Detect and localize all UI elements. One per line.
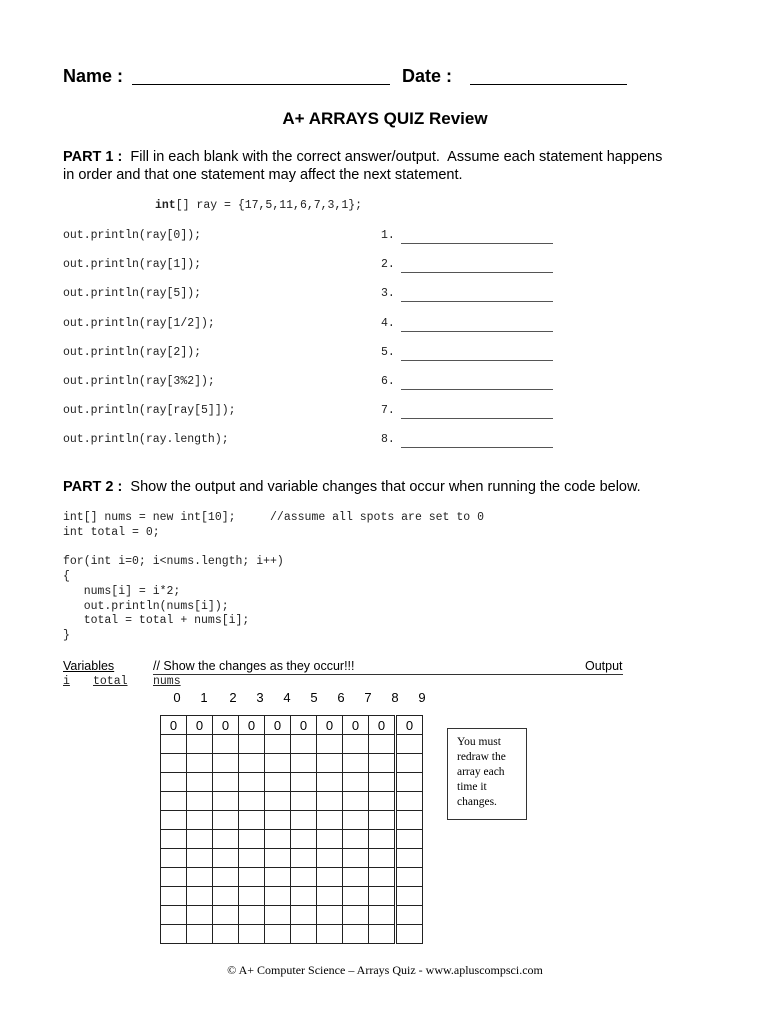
grid-cell[interactable] [317, 925, 343, 944]
question-number: 3. [381, 287, 395, 301]
note-line: time it [457, 781, 487, 793]
question-number: 5. [381, 345, 395, 359]
grid-cell[interactable] [396, 849, 423, 868]
grid-cell[interactable] [213, 849, 239, 868]
grid-cell[interactable] [396, 792, 423, 811]
grid-cell[interactable] [161, 792, 187, 811]
grid-cell[interactable] [343, 773, 369, 792]
index-label: 4 [283, 690, 291, 705]
grid-cell[interactable] [239, 830, 265, 849]
grid-cell[interactable] [291, 754, 317, 773]
grid-cell[interactable] [265, 773, 291, 792]
changes-label: // Show the changes as they occur!!! [153, 659, 355, 673]
declaration-rest: [] ray = {17,5,11,6,7,3,1}; [175, 199, 363, 212]
grid-cell[interactable] [317, 773, 343, 792]
question-code: out.println(ray[ray[5]]); [63, 404, 236, 418]
var-i: i [63, 675, 70, 688]
redraw-note [447, 728, 527, 820]
part2-label: PART 2 : [63, 479, 123, 495]
grid-cell[interactable] [291, 792, 317, 811]
grid-row [161, 849, 423, 868]
grid-cell[interactable] [187, 868, 213, 887]
grid-cell[interactable] [291, 906, 317, 925]
part1-instructions [63, 149, 662, 165]
index-label: 5 [310, 690, 318, 705]
part2-instructions-text: Show the output and variable changes that occur when running the code below. [130, 479, 641, 495]
grid-cell[interactable] [369, 773, 396, 792]
date-label: Date : [402, 66, 453, 86]
index-label: 1 [200, 690, 208, 705]
grid-row [161, 735, 423, 754]
question-code: out.println(ray[5]); [63, 287, 202, 301]
code-line: for(int i=0; i<nums.length; i++) [63, 555, 284, 569]
grid-cell[interactable] [187, 849, 213, 868]
initial-value-cell: 0 [291, 716, 317, 735]
grid-cell[interactable] [265, 925, 291, 944]
grid-cell[interactable] [265, 830, 291, 849]
grid-cell[interactable] [239, 792, 265, 811]
grid-row [161, 792, 423, 811]
grid-cell[interactable] [291, 773, 317, 792]
grid-cell[interactable] [343, 792, 369, 811]
grid-cell[interactable] [161, 830, 187, 849]
answer-blank[interactable] [401, 389, 553, 390]
grid-cell[interactable] [213, 906, 239, 925]
note-line: changes. [457, 796, 497, 808]
grid-cell[interactable] [317, 754, 343, 773]
grid-row [161, 830, 423, 849]
grid-cell[interactable] [369, 811, 396, 830]
answer-blank[interactable] [401, 418, 553, 419]
grid-cell[interactable] [187, 792, 213, 811]
grid-cell[interactable] [187, 887, 213, 906]
array-declaration [155, 199, 362, 212]
grid-cell[interactable] [291, 735, 317, 754]
initial-value-cell: 0 [213, 716, 239, 735]
code-line: int[] nums = new int[10]; //assume all spots are set to 0 [63, 511, 484, 524]
grid-cell[interactable] [291, 830, 317, 849]
grid-cell[interactable] [265, 754, 291, 773]
grid-cell[interactable] [369, 868, 396, 887]
grid-row [161, 925, 423, 944]
grid-cell[interactable] [369, 906, 396, 925]
grid-cell[interactable] [161, 906, 187, 925]
output-label: Output [585, 659, 623, 673]
grid-cell[interactable] [396, 868, 423, 887]
initial-value-cell: 0 [265, 716, 291, 735]
grid-cell[interactable] [161, 925, 187, 944]
grid-cell[interactable] [213, 792, 239, 811]
grid-row [161, 868, 423, 887]
grid-row [161, 754, 423, 773]
date-blank[interactable] [470, 84, 627, 85]
grid-cell[interactable] [317, 849, 343, 868]
grid-cell[interactable] [265, 735, 291, 754]
grid-cell[interactable] [317, 868, 343, 887]
part1-instructions-line2: in order and that one statement may affect the next statement. [63, 167, 463, 183]
answer-blank[interactable] [401, 331, 553, 332]
grid-cell[interactable] [265, 792, 291, 811]
grid-cell[interactable] [239, 868, 265, 887]
part1-instructions-line1: Fill in each blank with the correct answer/output. Assume each statement happens [130, 149, 663, 165]
question-number: 7. [381, 404, 395, 418]
grid-cell[interactable] [161, 735, 187, 754]
index-label: 7 [364, 690, 372, 705]
answer-blank[interactable] [401, 272, 553, 273]
code-line: nums[i] = i*2; [63, 584, 181, 598]
footer: © A+ Computer Science – Arrays Quiz - www.apluscompsci.com [227, 963, 543, 977]
grid-cell[interactable] [396, 887, 423, 906]
question-number: 2. [381, 258, 395, 272]
grid-cell[interactable] [369, 925, 396, 944]
grid-cell[interactable] [291, 849, 317, 868]
grid-cell[interactable] [265, 906, 291, 925]
changes-underline [153, 674, 623, 675]
grid-cell[interactable] [187, 906, 213, 925]
grid-cell[interactable] [239, 925, 265, 944]
answer-blank[interactable] [401, 360, 553, 361]
index-label: 2 [229, 690, 237, 705]
grid-cell[interactable] [343, 754, 369, 773]
grid-cell[interactable] [213, 773, 239, 792]
grid-cell[interactable] [291, 887, 317, 906]
grid-cell[interactable] [343, 830, 369, 849]
part2-instructions [63, 479, 641, 495]
note-line: array each [457, 766, 505, 778]
grid-cell[interactable] [161, 773, 187, 792]
grid-cell[interactable] [369, 792, 396, 811]
grid-cell[interactable] [369, 849, 396, 868]
grid-cell[interactable] [343, 868, 369, 887]
question-number: 8. [381, 433, 395, 447]
grid-row [161, 906, 423, 925]
name-label: Name : [63, 66, 124, 86]
grid-cell[interactable] [317, 906, 343, 925]
answer-blank[interactable] [401, 243, 553, 244]
grid-cell[interactable] [396, 830, 423, 849]
code-line: out.println(nums[i]); [63, 599, 229, 613]
grid-cell[interactable] [187, 773, 213, 792]
note-line: redraw the [457, 751, 506, 763]
grid-cell[interactable] [343, 735, 369, 754]
initial-value-cell: 0 [369, 716, 396, 735]
grid-cell[interactable] [317, 792, 343, 811]
name-blank[interactable] [132, 84, 390, 85]
initial-value-cell: 0 [343, 716, 369, 735]
grid-cell[interactable] [239, 811, 265, 830]
array-grid [160, 715, 423, 944]
question-number: 6. [381, 375, 395, 388]
grid-cell[interactable] [213, 830, 239, 849]
initial-value-cell: 0 [239, 716, 265, 735]
grid-cell[interactable] [343, 811, 369, 830]
grid-cell[interactable] [213, 868, 239, 887]
grid-cell[interactable] [187, 811, 213, 830]
grid-cell[interactable] [213, 754, 239, 773]
grid-cell[interactable] [213, 811, 239, 830]
grid-row [161, 773, 423, 792]
index-label: 9 [418, 690, 426, 705]
answer-blank[interactable] [401, 447, 553, 448]
question-code: out.println(ray[0]); [63, 229, 202, 242]
grid-cell[interactable] [239, 849, 265, 868]
grid-cell[interactable] [161, 849, 187, 868]
page-title: A+ ARRAYS QUIZ Review [282, 109, 488, 128]
variables-label: Variables [63, 659, 115, 673]
grid-cell[interactable] [239, 754, 265, 773]
note-line: You must [457, 736, 501, 748]
grid-cell[interactable] [369, 887, 396, 906]
var-total: total [93, 675, 128, 688]
grid-cell[interactable] [343, 925, 369, 944]
grid-cell[interactable] [187, 925, 213, 944]
grid-row [161, 716, 423, 735]
grid-cell[interactable] [396, 754, 423, 773]
grid-cell[interactable] [187, 735, 213, 754]
grid-cell[interactable] [317, 830, 343, 849]
grid-cell[interactable] [239, 906, 265, 925]
grid-cell[interactable] [291, 811, 317, 830]
grid-cell[interactable] [291, 925, 317, 944]
var-nums: nums [153, 675, 181, 688]
grid-cell[interactable] [161, 811, 187, 830]
question-code: out.println(ray[2]); [63, 345, 202, 359]
grid-cell[interactable] [317, 735, 343, 754]
grid-cell[interactable] [396, 925, 423, 944]
grid-cell[interactable] [213, 735, 239, 754]
question-number: 1. [381, 229, 395, 242]
grid-cell[interactable] [343, 887, 369, 906]
question-number: 4. [381, 316, 395, 330]
code-line: total = total + nums[i]; [63, 614, 250, 628]
grid-cell[interactable] [265, 868, 291, 887]
grid-row [161, 887, 423, 906]
question-code: out.println(ray[1]); [63, 258, 202, 272]
grid-cell[interactable] [161, 868, 187, 887]
question-code: out.println(ray[1/2]); [63, 316, 215, 330]
grid-cell[interactable] [291, 868, 317, 887]
code-line: } [63, 628, 70, 642]
grid-cell[interactable] [369, 754, 396, 773]
answer-blank[interactable] [401, 301, 553, 302]
grid-cell[interactable] [369, 735, 396, 754]
grid-cell[interactable] [343, 849, 369, 868]
grid-cell[interactable] [265, 811, 291, 830]
grid-cell[interactable] [213, 887, 239, 906]
grid-cell[interactable] [187, 754, 213, 773]
index-label: 3 [256, 690, 264, 705]
grid-cell[interactable] [343, 906, 369, 925]
grid-cell[interactable] [213, 925, 239, 944]
grid-cell[interactable] [317, 887, 343, 906]
initial-value-cell: 0 [317, 716, 343, 735]
code-line: int total = 0; [63, 525, 160, 539]
initial-value-cell: 0 [187, 716, 213, 735]
grid-cell[interactable] [396, 773, 423, 792]
grid-cell[interactable] [239, 887, 265, 906]
grid-cell[interactable] [265, 887, 291, 906]
grid-cell[interactable] [396, 735, 423, 754]
grid-cell[interactable] [317, 811, 343, 830]
grid-row [161, 811, 423, 830]
grid-cell[interactable] [161, 887, 187, 906]
question-code: out.println(ray.length); [63, 433, 229, 447]
grid-cell[interactable] [239, 735, 265, 754]
grid-cell[interactable] [396, 906, 423, 925]
index-label: 6 [337, 690, 345, 705]
code-line: { [63, 570, 70, 584]
part1-label: PART 1 : [63, 149, 123, 165]
declaration-keyword: int [155, 199, 176, 212]
grid-cell[interactable] [396, 811, 423, 830]
grid-cell[interactable] [265, 849, 291, 868]
grid-cell[interactable] [187, 830, 213, 849]
index-label: 8 [391, 690, 399, 705]
initial-value-cell: 0 [396, 716, 423, 735]
grid-cell[interactable] [239, 773, 265, 792]
grid-cell[interactable] [369, 830, 396, 849]
index-label: 0 [173, 690, 181, 705]
grid-cell[interactable] [161, 754, 187, 773]
question-code: out.println(ray[3%2]); [63, 375, 215, 388]
initial-value-cell: 0 [161, 716, 187, 735]
